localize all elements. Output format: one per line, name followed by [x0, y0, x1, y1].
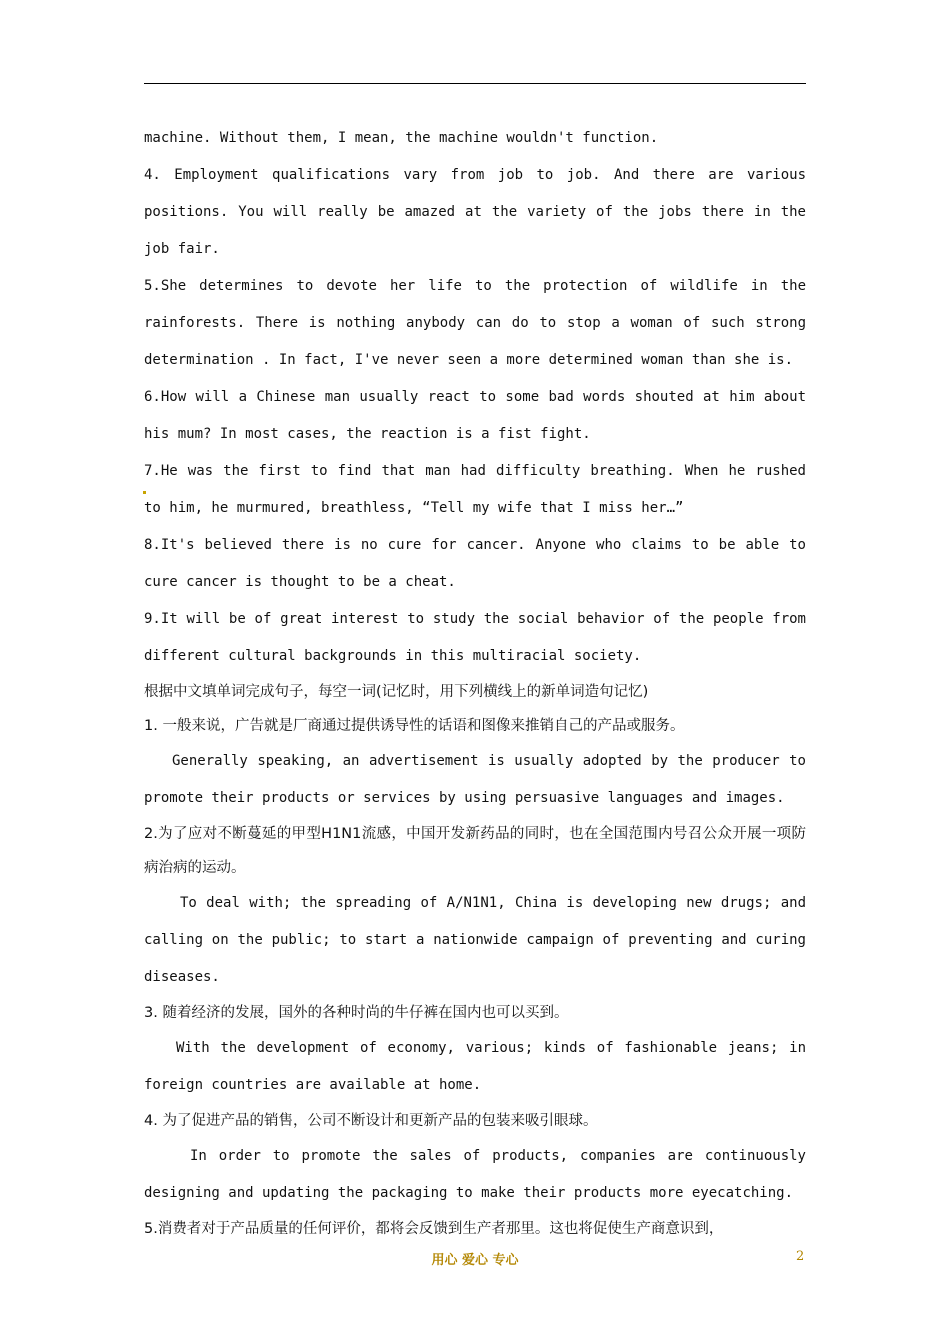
english-answer: Generally speaking, an advertisement is usually adopted by the producer to promote their products or services by using persuasive languages and images. [144, 753, 806, 806]
english-answer: With the development of economy, various; kinds of fashionable jeans; in foreign countries are available at home. [144, 1040, 806, 1093]
chinese-prompt: 1. 一般来说，广告就是厂商通过提供诱导性的话语和图像来推销自己的产品或服务。 [144, 718, 685, 734]
paragraph: 6.How will a Chinese man usually react to some bad words shouted at him about his mum? In most cases, the reaction is a fist fight. [144, 389, 806, 442]
chinese-prompt: 3. 随着经济的发展，国外的各种时尚的牛仔裤在国内也可以买到。 [144, 1005, 569, 1021]
paragraph: machine. Without them, I mean, the machine wouldn't function. [144, 130, 659, 146]
page-number: 2 [796, 1249, 805, 1264]
footer-motto: 用心 爱心 专心 [431, 1253, 519, 1268]
document-body [144, 120, 806, 1246]
chinese-prompt: 5.消费者对于产品质量的任何评价，都将会反馈到生产者那里。这也将促使生产商意识到， [144, 1221, 724, 1237]
paragraph: 9.It will be of great interest to study the social behavior of the people from different cultural backgrounds in this multiracial society. [144, 611, 806, 664]
english-answer: In order to promote the sales of products, companies are continuously designing and updating the packaging to make their products more eyecatching. [144, 1148, 806, 1201]
paragraph: 7.He was the first to find that man had difficulty breathing. When he rushed to him, he murmured, breathless, “Tell my wife that I miss her…” [144, 463, 806, 516]
paragraph: 4. Employment qualifications vary from job to job. And there are various positions. You will really be amazed at the variety of the jobs there in the job fair. [144, 167, 806, 257]
section-instruction: 根据中文填单词完成句子，每空一词(记忆时，用下列横线上的新单词造句记忆) [144, 684, 649, 700]
header-rule [144, 83, 806, 84]
chinese-prompt: 2.为了应对不断蔓延的甲型H1N1流感，中国开发新药品的同时，也在全国范围内号召公众开展一项防病治病的运动。 [144, 826, 806, 876]
paragraph: 8.It's believed there is no cure for cancer. Anyone who claims to be able to cure cancer is thought to be a cheat. [144, 537, 806, 590]
chinese-prompt: 4. 为了促进产品的销售，公司不断设计和更新产品的包装来吸引眼球。 [144, 1113, 598, 1129]
english-answer: To deal with; the spreading of A/N1N1, China is developing new drugs; and calling on the public; to start a nationwide campaign of preventing and curing diseases. [144, 895, 806, 985]
paragraph: 5.She determines to devote her life to the protection of wildlife in the rainforests. There is nothing anybody can do to stop a woman of such strong determination . In fact, I've never seen a more determined woman than she is. [144, 278, 806, 368]
